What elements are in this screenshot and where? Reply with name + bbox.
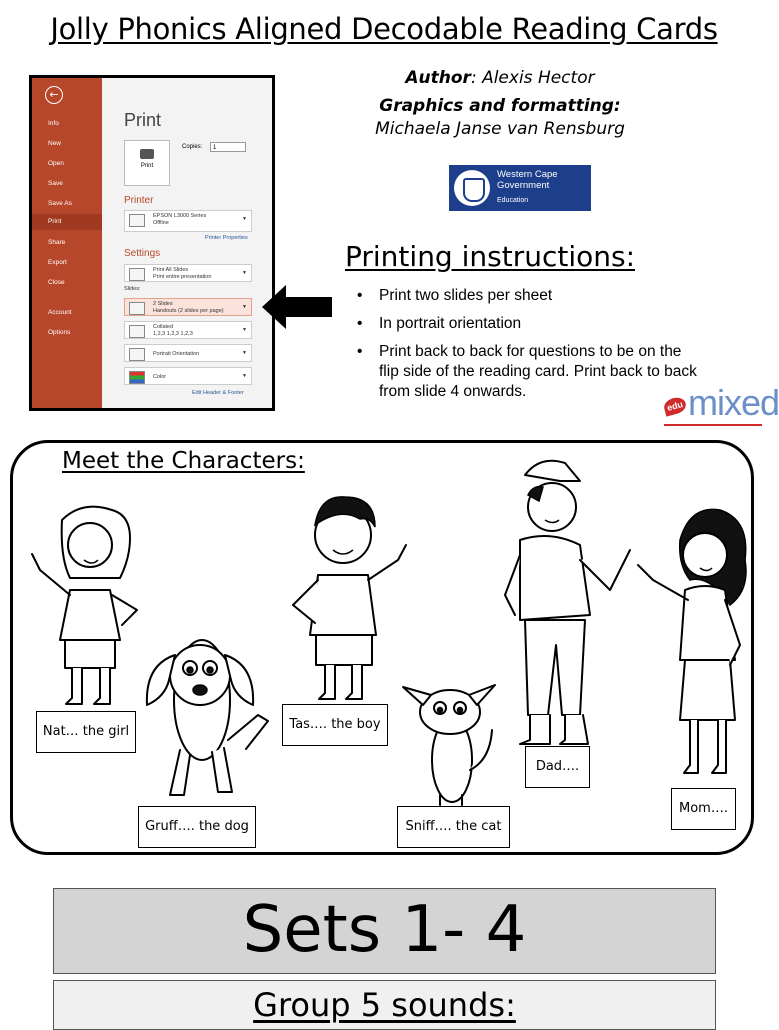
logo-line3: Education [497,197,529,204]
chevron-down-icon: ▼ [242,216,247,222]
mom-figure [638,509,746,773]
logo-line1: Western Cape [497,169,558,180]
menu-item-account: Account [48,309,72,316]
instructions-title: Printing instructions: [345,240,636,273]
chevron-down-icon: ▼ [242,350,247,356]
setting2-title: 2 Slides [153,301,173,307]
menu-item-new: New [48,140,62,147]
label-gruff: Gruff…. the dog [138,806,256,848]
printer-properties-link: Printer Properties [205,235,248,241]
setting3-sub: 1,2,3 1,2,3 1,2,3 [153,330,193,337]
sniff-cat-figure [403,685,495,805]
label-nat: Nat… the girl [36,711,136,753]
page-title: Jolly Phonics Aligned Decodable Reading Cards [50,12,718,46]
instruction-item: • In portrait orientation [355,314,705,334]
sets-banner: Sets 1- 4 [53,888,716,974]
setting4-title: Portrait Orientation [153,351,200,357]
settings-heading: Settings [124,248,161,259]
chevron-down-icon: ▼ [242,304,247,310]
setting3-title: Collated [153,324,174,330]
label-mom: Mom…. [671,788,736,830]
menu-item-print: Print [32,214,102,230]
edit-header-footer-link: Edit Header & Footer [192,390,244,396]
menu-item-close: Close [48,279,65,286]
printer-status: Offline [153,219,169,226]
menu-item-save-as: Save As [48,200,72,207]
mixed-wordmark: mixed [688,382,779,423]
menu-item-open: Open [48,160,64,167]
slides-label: Slides: [124,286,141,292]
instruction-item: • Print back to back for questions to be on the flip side of the reading card. Print back to back from slide 4 onwards. [355,342,705,402]
author-label: Author [405,68,471,88]
instruction-item: • Print two slides per sheet [355,286,705,306]
setting1-sub: Print entire presentation [153,273,212,280]
group-banner [53,980,716,1030]
print-button-label: Print [140,163,154,169]
graphics-name: Michaela Janse van Rensburg [375,119,625,139]
gruff-dog-figure [147,640,268,795]
print-heading: Print [124,110,162,130]
menu-item-export: Export [48,259,67,266]
setting1-title: Print All Slides [153,267,189,273]
printer-heading: Printer [124,195,154,206]
label-sniff: Sniff…. the cat [397,806,510,848]
copies-label: Copies: [182,144,203,150]
printer-name: EPSON L3000 Series [153,213,207,219]
nat-girl-figure [32,507,137,704]
edu-badge: edu [662,395,687,416]
back-arrow-icon: ← [45,86,63,104]
author-name: : Alexis Hector [470,68,595,88]
menu-item-info: Info [48,120,59,127]
dad-figure [505,461,630,744]
chevron-down-icon: ▼ [242,373,247,379]
chevron-down-icon: ▼ [242,327,247,333]
label-dad: Dad…. [525,746,590,788]
logo-line2: Government [497,180,550,191]
menu-item-share: Share [48,239,66,246]
group-title: Group 5 sounds: [253,986,516,1024]
copies-field: 1 [210,142,246,152]
menu-item-save: Save [48,180,63,187]
chevron-down-icon: ▼ [242,270,247,276]
tas-boy-figure [293,497,406,699]
characters-title: Meet the Characters: [62,448,305,474]
graphics-label: Graphics and formatting: [379,96,621,116]
setting5-title: Color [153,374,167,380]
label-tas: Tas…. the boy [282,704,388,746]
menu-item-options: Options [48,329,71,336]
setting2-sub: Handouts (2 slides per page) [153,307,224,314]
